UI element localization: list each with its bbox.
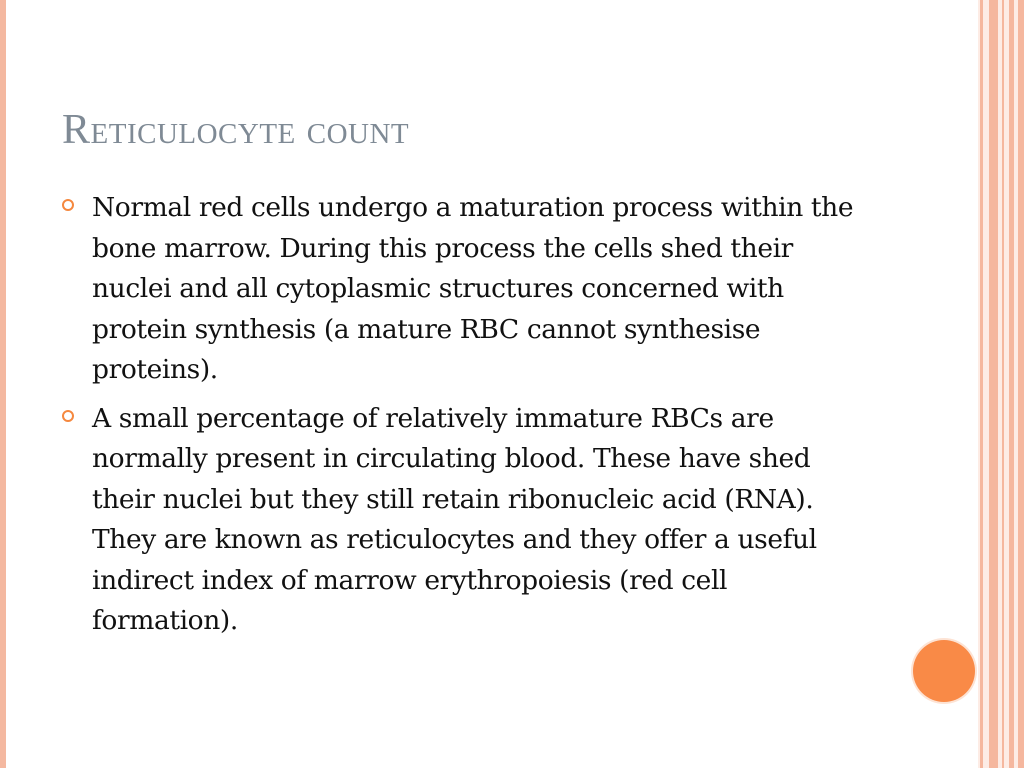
slide-title: Reticulocyte count [62, 107, 410, 153]
right-stripe [989, 0, 998, 768]
orange-circle-decoration [913, 640, 975, 702]
right-stripe [1018, 0, 1024, 768]
right-stripe [1002, 0, 1004, 768]
bullet-circle-icon [62, 410, 74, 422]
bullet-item [62, 188, 862, 391]
bullet-text: Normal red cells undergo a maturation process within the bone marrow. During this process the cells shed their nuclei and all cytoplasmic structures concerned with protein synthesis (a mature RBC cannot synthesise proteins). [92, 192, 854, 385]
left-accent-rule [0, 0, 6, 768]
right-stripe [980, 0, 983, 768]
right-stripe [1009, 0, 1014, 768]
bullet-list [62, 188, 862, 650]
bullet-item [62, 399, 862, 642]
bullet-text: A small percentage of relatively immature RBCs are normally present in circulating blood. These have shed their nuclei but they still retain ribonucleic acid (RNA). They are known as reticulocytes and they offer a useful indirect index of marrow erythropoiesis (red cell formation). [92, 402, 817, 636]
bullet-circle-icon [62, 199, 74, 211]
